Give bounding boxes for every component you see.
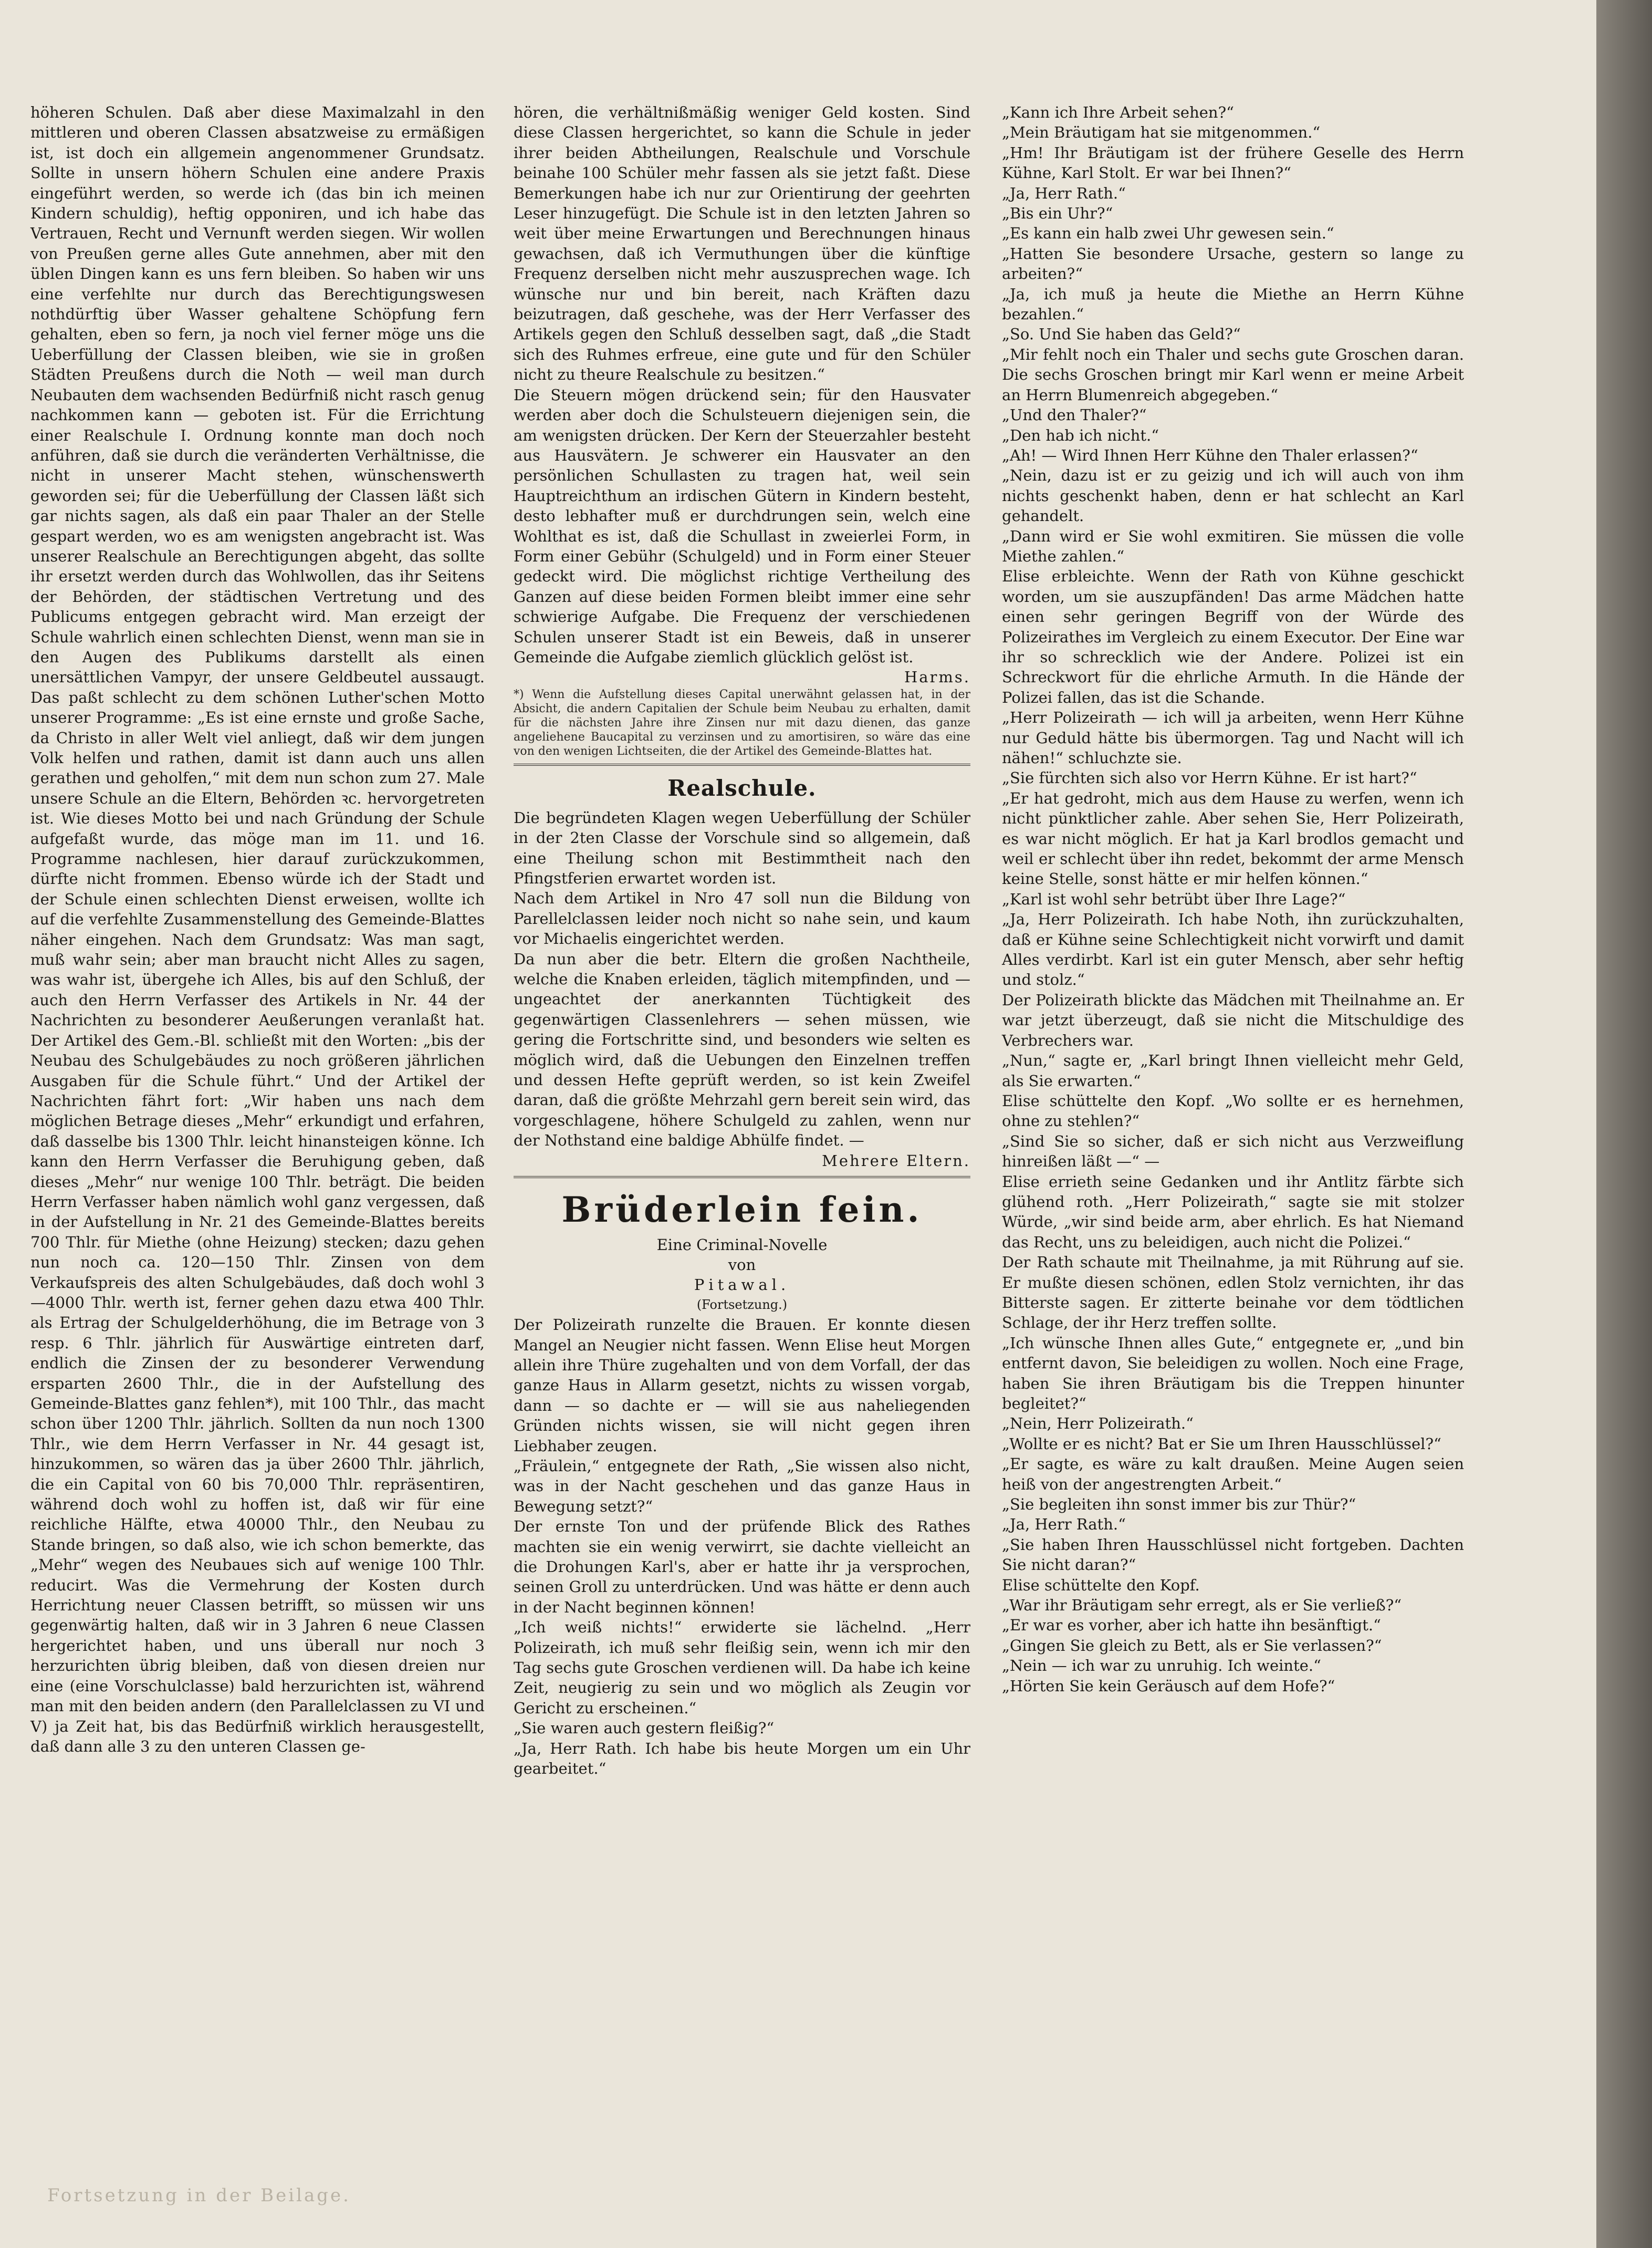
- novel-text: „Sie begleiten ihn sonst immer bis zur Thür?“: [1002, 1495, 1356, 1514]
- novel-text: „Er war es vorher, aber ich hatte ihn besänftigt.“: [1002, 1616, 1381, 1635]
- novel-text: Der ernste Ton und der prüfende Blick des Rathes machten sie ein wenig verwirrt, sie dachte vielleicht an die Drohungen Karl's, aber er hatte ihr ja versprochen, seinen Groll zu unterdrücken. Und was hätte er denn auch in der Nacht beginnen können!: [514, 1517, 970, 1616]
- novel-text: „Hm! Ihr Bräutigam ist der frühere Geselle des Herrn Kühne, Karl Stolt. Er war bei Ihnen?“: [1002, 143, 1464, 182]
- novel-text: „Ah! — Wird Ihnen Herr Kühne den Thaler erlassen?“: [1002, 446, 1418, 464]
- novel-text: „So. Und Sie haben das Geld?“: [1002, 325, 1241, 344]
- novel-text: „Hatten Sie besondere Ursache, gestern so lange zu arbeiten?“: [1002, 244, 1464, 283]
- novel-text: „Hörten Sie kein Geräusch auf dem Hofe?“: [1002, 1677, 1335, 1695]
- novel-text: „Dann wird er Sie wohl exmitiren. Sie müssen die volle Miethe zahlen.“: [1002, 527, 1464, 565]
- section-title-realschule: Realschule.: [667, 775, 817, 801]
- article-text: Nach dem Artikel in Nro 47 soll nun die Bildung von Parellelclassen leider noch nicht so nahe sein, und kaum vor Michaelis eingerichtet werden.: [514, 889, 970, 948]
- novel-continuation: (Fortsetzung.): [696, 1297, 788, 1313]
- novel-text: „Ja, Herr Rath. Ich habe bis heute Morgen um ein Uhr gearbeitet.“: [514, 1739, 970, 1778]
- novel-text: „Er sagte, es wäre zu kalt draußen. Meine Augen seien heiß von der angestrengten Arbeit.“: [1002, 1455, 1464, 1493]
- novel-text: „Ich weiß nichts!“ erwiderte sie lächelnd. „Herr Polizeirath, ich muß sehr fleißig sein, wenn ich mir den Tag sechs gute Groschen verdienen will. Da habe ich keine Zeit, neugierig zu sein und wo möglich als Zeugin vor Gericht zu erscheinen.“: [514, 1618, 970, 1717]
- novel-text: „Ich wünsche Ihnen alles Gute,“ entgegnete er, „und bin entfernt davon, Sie beleidigen zu wollen. Noch eine Frage, haben Sie ihren Bräutigam bis die Treppen hinunter begleitet?“: [1002, 1334, 1464, 1412]
- footnote: *) Wenn die Aufstellung dieses Capital unerwähnt gelassen hat, in der Absicht, die andern Capitalien der Schule beim Neubau zu erhalten, damit für die nächsten Jahre ihre Zinsen nur mit dazu dienen, das ganze angeliehene Baucapital zu verzinsen und zu amortisiren, so wäre das eine von den wenigen Lichtseiten, die der Artikel des Gemeinde-Blattes hat.: [514, 688, 970, 758]
- novel-text: Elise errieth seine Gedanken und ihr Antlitz färbte sich glühend roth. „Herr Polizeirath,“ sagte sie mit stolzer Würde, „wir sind beide arm, aber ehrlich. Es hat Niemand das Recht, uns zu beleidigen, auch nicht die Polizei.“: [1002, 1172, 1464, 1251]
- article-text: Die begründeten Klagen wegen Ueberfüllung der Schüler in der 2ten Classe der Vorschule sind so allgemein, daß eine Theilung schon mit Bestimmtheit nach den Pfingstferien erwartet worden ist.: [514, 808, 970, 887]
- novel-text: „Nein, Herr Polizeirath.“: [1002, 1414, 1194, 1433]
- divider: [514, 764, 970, 768]
- column-2: [514, 102, 970, 1778]
- novel-text: „Ja, Herr Polizeirath. Ich habe Noth, ihn zurückzuhalten, daß er Kühne seine Schlechtigkeit nicht vorwirft und damit Alles verdirbt. Karl ist ein guter Mensch, aber sehr heftig und stolz.“: [1002, 910, 1464, 989]
- column-3: [1002, 102, 1464, 1696]
- novel-text: „Er hat gedroht, mich aus dem Hause zu werfen, wenn ich nicht pünktlicher zahle. Aber sehen Sie, Herr Polizeirath, es war nicht möglich. Er hat ja Karl brodlos gemacht und weil er schlecht über ihn redet, bekommt der arme Mensch keine Stelle, sonst hätte er mir helfen können.“: [1002, 789, 1464, 888]
- novel-text: „Ja, Herr Rath.“: [1002, 1515, 1126, 1534]
- novel-text: „Den hab ich nicht.“: [1002, 426, 1159, 444]
- article-text: Da nun aber die betr. Eltern die großen Nachtheile, welche die Knaben erleiden, täglich mitempfinden, und — ungeachtet der anerkannten Tüchtigkeit des gegenwärtigen Classenlehrers — sehen müssen, wie gering die Fortschritte sind, und besonders wie selten es möglich wird, daß die Uebungen den Einzelnen treffen und dessen Hefte geprüft werden, so ist kein Zweifel daran, daß die größte Mehrzahl gern bereit sein wird, das vorgeschlagene, höhere Schulgeld zu zahlen, wenn nur der Nothstand eine baldige Abhülfe findet. —: [514, 950, 970, 1150]
- novel-text: „Gingen Sie gleich zu Bett, als er Sie verlassen?“: [1002, 1636, 1382, 1654]
- signature: Harms.: [904, 668, 970, 686]
- novel-text: „Mir fehlt noch ein Thaler und sechs gute Groschen daran. Die sechs Groschen bringt mir Karl wenn er meine Arbeit an Herrn Blumenreich abgegeben.“: [1002, 345, 1464, 404]
- novel-text: „Nein, dazu ist er zu geizig und ich will auch von ihm nichts geschenkt haben, denn er hat schlecht an Karl gehandelt.: [1002, 466, 1464, 525]
- faded-footer-text: Fortsetzung in der Beilage.: [47, 2185, 351, 2206]
- novel-text: Elise schüttelte den Kopf. „Wo sollte er es hernehmen, ohne zu stehlen?“: [1002, 1091, 1464, 1130]
- novel-text: „Mein Bräutigam hat sie mitgenommen.“: [1002, 123, 1321, 142]
- divider: [514, 1176, 970, 1180]
- novel-text: Elise erbleichte. Wenn der Rath von Kühne geschickt worden, um sie auszupfänden! Das arme Mädchen hatte einen sehr geringen Begriff von der Würde des Polizeirathes im Vergleich zu einem Executor. Der Eine war ihr so schrecklich wie der Andere. Polizei ist ein Schreckwort für die ehrliche Armuth. In die Hände der Polizei fallen, das ist die Schande.: [1002, 567, 1464, 706]
- novel-text: „Sind Sie so sicher, daß er sich nicht aus Verzweiflung hinreißen läßt —“ —: [1002, 1132, 1464, 1171]
- novel-text: „Sie fürchten sich also vor Herrn Kühne. Er ist hart?“: [1002, 769, 1417, 787]
- novel-text: „Es kann ein halb zwei Uhr gewesen sein.“: [1002, 224, 1334, 243]
- novel-text: „Bis ein Uhr?“: [1002, 204, 1113, 223]
- novel-text: Der Polizeirath runzelte die Brauen. Er konnte diesen Mangel an Neugier nicht fassen. Wenn Elise heut Morgen allein ihre Thüre zugehalten und von dem Vorfall, der das ganze Haus in Allarm gesetzt, nichts zu wissen vorgab, dann — so dachte er — will sie aus naheliegenden Gründen nichts wissen, sie will nicht gegen ihren Liebhaber zeugen.: [514, 1316, 970, 1455]
- novel-text: „Herr Polizeirath — ich will ja arbeiten, wenn Herr Kühne nur Geduld hätte bis übermorgen. Tag und Nacht will ich nähen!“ schluchzte sie.: [1002, 709, 1464, 767]
- novel-text: Der Polizeirath blickte das Mädchen mit Theilnahme an. Er war jetzt überzeugt, daß sie nicht die Mitschuldige des Verbrechers war.: [1002, 991, 1464, 1049]
- article-text: Die Steuern mögen drückend sein; für den Hausvater werden aber doch die Schulsteuern diejenigen sein, die am wenigsten drücken. Der Kern der Steuerzahler besteht aus Hausvätern. Je schwerer ein Hausvater an den persönlichen Schullasten zu tragen hat, weil sein Hauptreichthum an irdischen Gütern in Kindern besteht, desto lebhafter muß er durchdrungen sein, welch eine Wohlthat es ist, daß die Schullast in zweierlei Form, in Form einer Gebühr (Schulgeld) und in Form einer Steuer gedeckt wird. Die möglichst richtige Vertheilung des Ganzen auf diese beiden Formen bleibt immer eine sehr schwierige Aufgabe. Die Frequenz der verschiedenen Schulen unserer Stadt ist ein Beweis, daß in unserer Gemeinde die Aufgabe ziemlich glücklich gelöst ist.: [514, 386, 970, 666]
- novel-text: „Fräulein,“ entgegnete der Rath, „Sie wissen also nicht, was in der Nacht geschehen und das ganze Haus in Bewegung setzt?“: [514, 1456, 970, 1515]
- novel-text: „Karl ist wohl sehr betrübt über Ihre Lage?“: [1002, 890, 1346, 908]
- novel-text: Der Rath schaute mit Theilnahme, ja mit Rührung auf sie. Er mußte diesen schönen, edlen Stolz vernichten, ihr das Bitterste sagen. Er zitterte beinahe vor dem tödtlichen Schlage, der ihr Herz treffen sollte.: [1002, 1253, 1464, 1332]
- novel-text: Elise schüttelte den Kopf.: [1002, 1576, 1200, 1594]
- novel-text: „Nein — ich war zu unruhig. Ich weinte.“: [1002, 1657, 1321, 1675]
- novel-text: „War ihr Bräutigam sehr erregt, als er Sie verließ?“: [1002, 1596, 1402, 1615]
- novel-von: von: [728, 1256, 756, 1274]
- novel-text: „Sie waren auch gestern fleißig?“: [514, 1719, 775, 1737]
- article-text: hören, die verhältnißmäßig weniger Geld kosten. Sind diese Classen hergerichtet, so kann die Schule in jeder ihrer beiden Abtheilungen, Realschule und Vorschule beinahe 100 Schüler mehr fassen als sie jetzt faßt. Diese Bemerkungen habe ich nur zur Orientirung der geehrten Leser hinzugefügt. Die Schule ist in den letzten Jahren so weit über meine Erwartungen und Berechnungen hinaus gewachsen, daß ich Vermuthungen über die künftige Frequenz derselben nicht mehr auszusprechen wage. Ich wünsche nur und bin bereit, nach Kräften dazu beizutragen, daß geschehe, was der Herr Verfasser des Artikels gegen den Schluß desselben sagt, daß „die Stadt sich des Ruhmes erfreue, eine gute und für den Schüler nicht zu theure Realschule zu besitzen.“: [514, 103, 970, 384]
- article-text: höheren Schulen. Daß aber diese Maximalzahl in den mittleren und oberen Classen absatzweise zu ermäßigen ist, ist doch ein allgemein angenommener Grundsatz. Sollte in unsern höhern Schulen eine andere Praxis eingeführt werden, so werde ich (das bin ich meinen Kindern schuldig), heftig opponiren, und ich habe das Vertrauen, Recht und Vernunft werden siegen. Wir wollen von Preußen gerne alles Gute annehmen, aber mit den üblen Dingen kann es uns fern bleiben. So haben wir uns eine verfehlte nur durch das Berechtigungswesen nothdürftig über Wasser gehaltene Schöpfung fern gehalten, eben so fern, ja noch viel ferner möge uns die Ueberfüllung der Classen bleiben, wie sie in großen Städten Preußens durch die Noth — weil man durch Neubauten dem wachsenden Bedürfniß nicht rasch genug nachkommen kann — geboten ist. Für die Errichtung einer Realschule I. Ordnung konnte man doch noch anführen, daß sie durch die veränderten Verhältnisse, die nicht in unserer Macht stehen, wünschenswerth geworden sei; für die Ueberfüllung der Classen läßt sich gar nichts sagen, als daß ein paar Thaler an der Stelle gespart werden, wo es am wenigsten angebracht ist. Was unserer Realschule an Berechtigungen abgeht, das sollte ihr ersetzt werden durch das Wohlwollen, das ihr Seitens der Behörden, der städtischen Vertretung und des Publicums entgegen gebracht wird. Man erzeigt der Schule wahrlich einen schlechten Dienst, wenn man sie in den Augen des Publikums darstellt als einen unersättlichen Vampyr, der unsere Geldbeutel aussaugt. Das paßt schlecht zu dem schönen Luther'schen Motto unserer Programme: „Es ist eine ernste und große Sache, da Christo in aller Welt viel anliegt, daß wir dem jungen Volk helfen und rathen, damit ist dann auch uns allen gerathen und geholfen,“ mit dem nun schon zum 27. Male unsere Schule an die Eltern, Behörden ꝛc. hervorgetreten ist. Wie dieses Motto bei und nach Gründung der Schule aufgefaßt wurde, das möge man im 11. und 16. Programme nachlesen, hier darauf zurückzukommen, dürfte nicht frommen. Ebenso würde ich der Stadt und der Schule einen schlechten Dienst erweisen, wollte ich auf die verfehlte Zusammenstellung des Gemeinde-Blattes näher eingehen. Nach dem Grundsatz: Was man sagt, muß wahr sein; aber man braucht nicht Alles zu sagen, was wahr ist, übergehe ich Alles, bis auf den Schluß, der auch den Herrn Verfasser des Artikels in Nr. 44 der Nachrichten zu besonderer Aeußerungen veranlaßt hat. Der Artikel des Gem.-Bl. schließt mit den Worten: „bis der Neubau des Schulgebäudes zu noch größeren jährlichen Ausgaben für die Schule führt.“ Und der Artikel der Nachrichten fährt fort: „Wir haben uns nach dem möglichen Betrage dieses „Mehr“ erkundigt und erfahren, daß dasselbe bis 1300 Thlr. leicht hinansteigen könne. Ich kann den Herrn Verfasser die Beruhigung geben, daß dieses „Mehr“ nur wenige 100 Thlr. beträgt. Die beiden Herrn Verfasser haben nämlich wohl ganz vergessen, daß in der Aufstellung in Nr. 21 des Gemeinde-Blattes bereits 700 Thlr. für Miethe (ohne Heizung) stecken; dazu gehen nun noch ca. 120—150 Thlr. Zinsen von dem Verkaufspreis des alten Schulgebäudes, daß doch wohl 3—4000 Thlr. werth ist, ferner gehen dazu etwa 400 Thlr. als Ertrag der Schulgelderhöhung, die im Betrage von 3 resp. 6 Thlr. jährlich für Auswärtige eintreten darf, endlich die Zinsen der zu besonderer Verwendung ersparten 2600 Thlr., die in der Aufstellung des Gemeinde-Blattes ganz fehlen*), mit 100 Thlr., das macht schon über 1200 Thlr. jährlich. Sollten da nun noch 1300 Thlr., wie dem Herrn Verfasser in Nr. 44 gesagt ist, hinzukommen, so wären das ja über 2600 Thlr. jährlich, die ein Capital von 60 bis 70,000 Thlr. repräsentiren, während doch wohl zu hoffen ist, daß wir für eine reichliche Hälfte, etwa 40000 Thlr., den Neubau zu Stande bringen, so daß also, wie ich schon bemerkte, das „Mehr“ wegen des Neubaues sich auf wenige 100 Thlr. reducirt. Was die Vermehrung der Kosten durch Herrichtung neuer Classen betrifft, so müssen wir uns gegenwärtig halten, daß wir in 3 Jahren 6 neue Classen hergerichtet haben, und uns überall nur noch 3 herzurichten übrig bleiben, daß von diesen dreien nur eine (eine Vorschulclasse) bald herzurichten ist, während man mit den beiden andern (den Parallelclassen zu VI und V) ja Zeit hat, bis das Bedürfniß wirklich herausgestellt, daß dann alle 3 zu den unteren Classen ge-: [30, 103, 485, 1755]
- novel-text: „Kann ich Ihre Arbeit sehen?“: [1002, 103, 1234, 121]
- novel-text: „Ja, ich muß ja heute die Miethe an Herrn Kühne bezahlen.“: [1002, 285, 1464, 324]
- novel-subtitle: Eine Criminal-Novelle: [656, 1236, 828, 1254]
- signature: Mehrere Eltern.: [822, 1151, 970, 1170]
- novel-text: „Wollte er es nicht? Bat er Sie um Ihren Hausschlüssel?“: [1002, 1434, 1441, 1453]
- novel-text: „Ja, Herr Rath.“: [1002, 184, 1126, 202]
- column-1: [30, 102, 485, 1756]
- novel-text: „Sie haben Ihren Hausschlüssel nicht fortgeben. Dachten Sie nicht daran?“: [1002, 1535, 1464, 1574]
- novel-author: Pitawal.: [694, 1276, 790, 1294]
- page-edge-shadow: [1596, 0, 1652, 2248]
- novel-text: „Und den Thaler?“: [1002, 406, 1147, 424]
- novel-text: „Nun,“ sagte er, „Karl bringt Ihnen vielleicht mehr Geld, als Sie erwarten.“: [1002, 1052, 1464, 1090]
- novel-title: Brüderlein fein.: [561, 1189, 923, 1231]
